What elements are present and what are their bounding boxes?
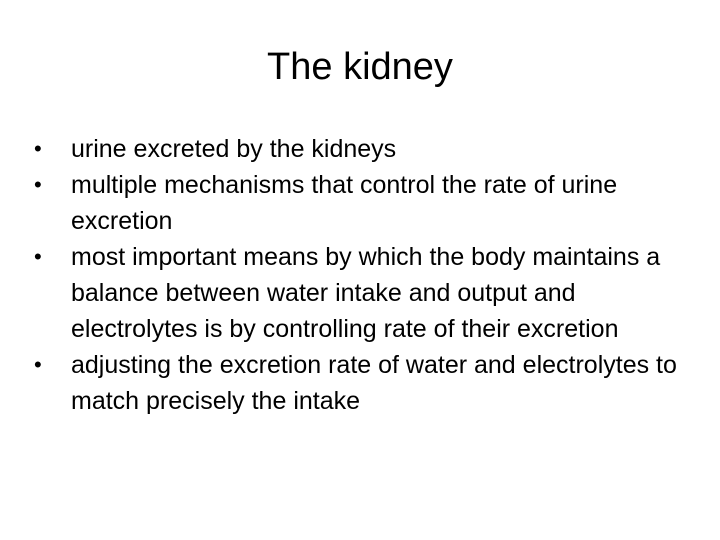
slide-title: The kidney — [267, 46, 453, 88]
bullet-list — [34, 131, 694, 419]
bullet-icon: • — [34, 244, 42, 269]
bullet-text: adjusting the excretion rate of water and electrolytes to match precisely the intake — [71, 351, 677, 415]
bullet-text: urine excreted by the kidneys — [71, 135, 397, 163]
bullet-icon: • — [34, 172, 42, 197]
bullet-icon: • — [34, 352, 42, 377]
bullet-icon: • — [34, 136, 42, 161]
list-item — [34, 347, 694, 419]
list-item — [34, 239, 694, 347]
bullet-text: most important means by which the body maintains a balance between water intake and output and electrolytes is by controlling rate of their excretion — [71, 243, 661, 343]
list-item — [34, 131, 694, 167]
bullet-text: multiple mechanisms that control the rate of urine excretion — [71, 171, 618, 235]
list-item — [34, 167, 694, 239]
